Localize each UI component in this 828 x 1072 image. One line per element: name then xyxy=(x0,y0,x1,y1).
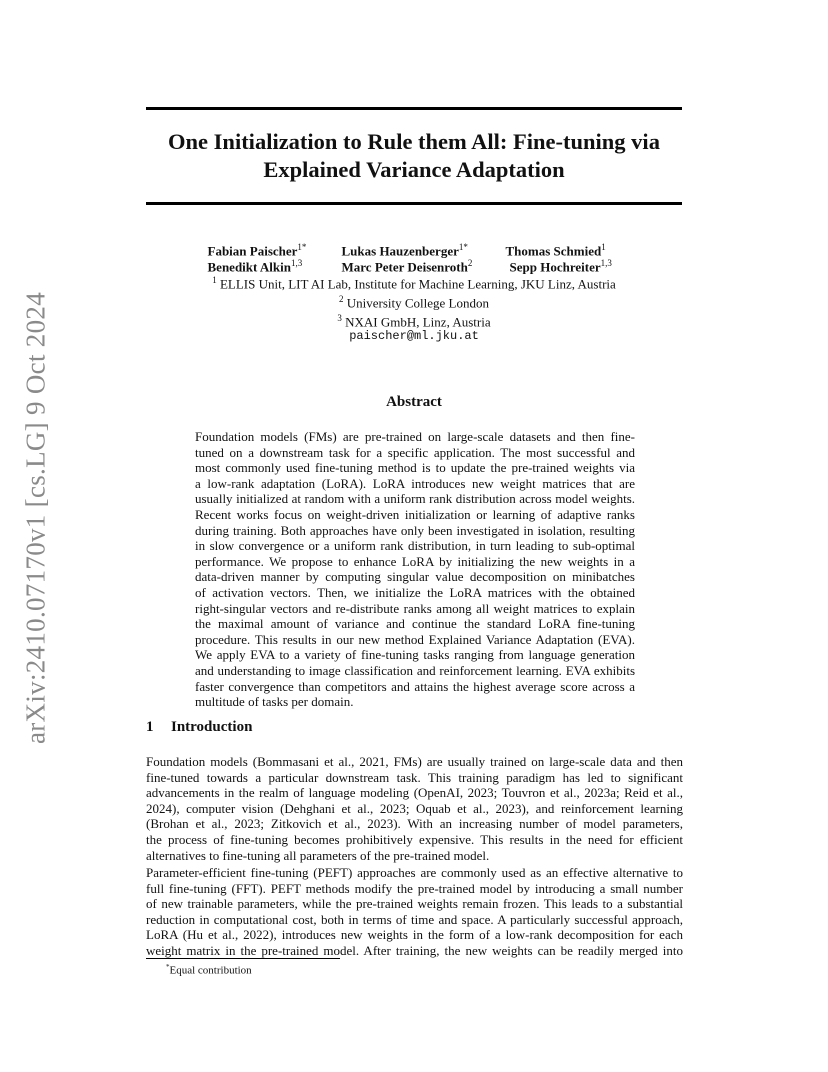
abstract-heading: Abstract xyxy=(386,394,442,410)
body-line: (Brohan et al., 2023; Zitkovich et al., 2023). With an increasing number of model parameters, xyxy=(146,816,683,832)
abstract-line: We apply EVA to a variety of fine-tuning tasks ranging from language generation xyxy=(195,647,635,663)
author-row-2 xyxy=(146,256,682,275)
abstract-line: Recent works focus on weight-driven initialization or learning of adaptive ranks xyxy=(195,506,635,522)
abstract-line: Foundation models (FMs) are pre-trained on large-scale datasets and then fine- xyxy=(195,429,635,444)
abstract-line: a low-rank adaptation (LoRA). LoRA introduces new weight matrices that are xyxy=(195,475,635,491)
abstract-line: usually initialized at random with a uniform rank distribution across model weights. xyxy=(195,491,635,507)
footnote: *Equal contribution xyxy=(166,963,252,977)
abstract-line: during training. Both approaches have only been investigated in isolation, resulting xyxy=(195,522,635,538)
abstract-line: faster convergence than competitors and attains the highest average score across a xyxy=(195,678,635,694)
abstract-line: and understanding to image classification and reinforcement learning. EVA exhibits xyxy=(195,662,635,678)
title-line-1: One Initialization to Rule them All: Fine-tuning via xyxy=(168,129,660,154)
body-line: 2024), computer vision (Dehghani et al., 2023; Oquab et al., 2023), and reinforcement learning xyxy=(146,800,683,816)
abstract-line: most commonly used fine-tuning method is to update the pre-trained weights via xyxy=(195,460,635,476)
body-line: Foundation models (Bommasani et al., 2021, FMs) are usually trained on large-scale data and then xyxy=(146,754,683,769)
paper-title xyxy=(146,128,682,184)
affiliation: $^3$ NXAI GmbH, Linz, Austria xyxy=(337,312,491,329)
abstract-body xyxy=(195,429,635,710)
title-top-rule xyxy=(146,107,682,110)
affiliation: $^1$ ELLIS Unit, LIT AI Lab, Institute for Machine Learning, JKU Linz, Austria xyxy=(212,275,616,292)
body-line: advancements in the realm of language modeling (OpenAI, 2023; Touvron et al., 2023a; Reid et al., xyxy=(146,785,683,801)
contact-email[interactable]: paischer@ml.jku.at xyxy=(349,329,479,344)
author-block xyxy=(146,240,682,275)
abstract-line: tuned on a downstream task for a specific application. The most successful and xyxy=(195,444,635,460)
footnote-rule xyxy=(146,958,340,959)
author: Fabian Paischer$^{1*}$ xyxy=(207,242,307,259)
intro-paragraph-1 xyxy=(146,754,683,863)
arxiv-identifier-stamp: arXiv:2410.07170v1 [cs.LG] 9 Oct 2024 xyxy=(20,291,51,745)
body-line: the process of fine-tuning becomes prohibitively expensive. This results in the need for efficient xyxy=(146,831,683,847)
abstract-line: in slow convergence or a uniform rank distribution, in turn leading to sub-optimal xyxy=(195,538,635,554)
abstract-line: of activation vectors. Then, we initialize the LoRA matrices with the obtained xyxy=(195,584,635,600)
body-line: weight matrix in the pre-trained model. After training, the new weights can be readily merged into xyxy=(146,942,683,958)
abstract-line: right-singular vectors and re-distribute ranks among all weight matrices to explain xyxy=(195,600,635,616)
section-number: 1 xyxy=(146,719,154,735)
title-bottom-rule xyxy=(146,202,682,205)
author: Marc Peter Deisenroth$^2$ xyxy=(341,258,473,275)
intro-paragraph-2 xyxy=(146,865,683,959)
abstract-line: the maximal amount of variance and continue the standard LoRA fine-tuning xyxy=(195,616,635,632)
abstract-line: procedure. This results in our new method Explained Variance Adaptation (EVA). xyxy=(195,631,635,647)
body-line: of new trainable parameters, while the pre-trained weights remain frozen. This leads to a substantial xyxy=(146,896,683,912)
affiliations xyxy=(146,273,682,345)
body-line: full fine-tuning (FFT). PEFT methods modify the pre-trained model by introducing a small number xyxy=(146,880,683,896)
abstract-line: data-driven manner by computing singular value decomposition on minibatches xyxy=(195,569,635,585)
affiliation: $^2$ University College London xyxy=(338,293,489,311)
author: Lukas Hauzenberger$^{1*}$ xyxy=(341,242,468,259)
author: Sepp Hochreiter$^{1,3}$ xyxy=(509,258,612,275)
body-line: fine-tuned towards a particular downstream task. This training paradigm has led to significant xyxy=(146,769,683,785)
section-title: Introduction xyxy=(171,719,253,735)
abstract-line: multitude of tasks per domain. xyxy=(195,694,354,710)
author: Benedikt Alkin$^{1,3}$ xyxy=(207,258,303,275)
abstract-line: performance. We propose to enhance LoRA by initializing the new weights in a xyxy=(195,553,635,569)
body-line: reduction in computational cost, both in terms of time and space. A particularly successful approach, xyxy=(146,911,683,927)
author: Thomas Schmied$^1$ xyxy=(505,242,606,259)
body-line: Parameter-efficient fine-tuning (PEFT) approaches are commonly used as an effective alternative to xyxy=(146,865,683,880)
body-line: LoRA (Hu et al., 2022), introduces new weights in the form of a low-rank decomposition for each xyxy=(146,927,683,943)
title-line-2: Explained Variance Adaptation xyxy=(263,157,565,182)
section-heading-introduction xyxy=(146,719,252,736)
author-row-1 xyxy=(146,240,682,259)
body-line: alternatives to fine-tuning all parameters of the pre-trained model. xyxy=(146,847,490,863)
